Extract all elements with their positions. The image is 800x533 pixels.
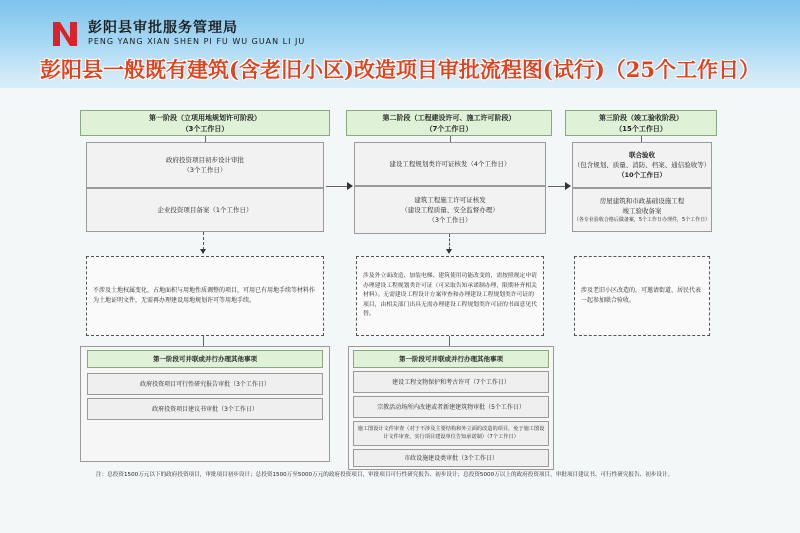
box-text: （各专业验收合格后做备案，5个工作日办理件，5个工作日） <box>573 217 711 223</box>
stage2-header <box>346 110 552 136</box>
box-text: （3个工作日） <box>183 166 227 174</box>
item-text: 宗教活动场所内改建或者新建建筑物审批（5个工作日） <box>377 403 525 411</box>
stage1-header <box>80 110 330 136</box>
parallel2-item <box>353 396 549 418</box>
note-text: 涉及老旧小区改造的，可邀请街道、居民代表一起参加联合验收。 <box>581 287 702 304</box>
box-text: （建设工程质量、安全监督办理） <box>401 206 499 214</box>
item-text: 政府投资项目可行性研究报告审批（3个工作日） <box>140 380 270 388</box>
stage1-days: （3个工作日） <box>181 125 229 133</box>
stage3-box-completion-filing <box>572 188 712 232</box>
parallel2-title: 第一阶段可并联或并行办理其他事项 <box>353 350 549 368</box>
arrow-down-icon <box>200 249 206 254</box>
dashed-connector <box>449 234 450 250</box>
org-name: 彭阳县审批服务管理局 <box>88 20 238 36</box>
arrow-right-icon <box>347 182 353 190</box>
box-text: 建设工程规划类许可证核发（4个工作日） <box>389 160 511 168</box>
item-text: 政府投资项目建议书审批（3个工作日） <box>152 405 258 413</box>
stage3-header <box>565 110 717 136</box>
header <box>0 0 800 90</box>
box-text: 政府投资项目初步设计审批 <box>166 156 244 164</box>
box-text: 企业投资项目备案（1个工作日） <box>157 206 253 214</box>
box-text: 联合验收 <box>629 151 655 159</box>
parallel-panel-2 <box>348 346 554 470</box>
box-text: （3个工作日） <box>428 216 472 224</box>
stage2-note <box>356 256 544 336</box>
parallel1-title: 第一阶段可并联或并行办理其他事项 <box>87 350 323 368</box>
note-text: 涉及外立面改造、加装电梯、建筑使用功能改变的，需按照规定申请办理建设工程规划类许可证（可采取告知承诺制办理，限期补齐相关材料）。无需建设工程设计方案审查和办理建设工程规划类许可证的项目，由相关部门出具无需办理建设工程规划类许可证的书面意见代替。 <box>363 273 537 318</box>
org-logo-icon <box>50 18 80 48</box>
box-text: 竣工验收备案 <box>622 207 662 215</box>
box-text: 房屋建筑和市政基础设施工程 <box>599 197 685 205</box>
stage1-box-preliminary-design <box>86 142 324 188</box>
stage2-box-construction-permit <box>354 186 546 234</box>
connector <box>548 186 566 187</box>
dashed-connector <box>203 232 204 250</box>
footnote: 注：总投资1500万元以下的政府投资项目，审批项目初步设计；总投资1500万至5000万元的政府投资项目，审批项目可行性研究报告、初步设计；总投资5000万以上的政府投资项目，审批项目建议书、可行性研究报告、初步设计。 <box>96 472 674 478</box>
box-text: （10个工作日） <box>617 171 667 179</box>
stage3-note <box>574 256 710 336</box>
page-title: 彭阳县一般既有建筑(含老旧小区)改造项目审批流程图(试行)（25个工作日） <box>40 57 760 82</box>
stage3-days: （15个工作日） <box>615 125 667 133</box>
parallel-panel-1 <box>80 346 330 462</box>
item-text: 市政设施建设类审批（3个工作日） <box>404 454 498 462</box>
stage1-note <box>86 256 324 336</box>
note-text: 不涉及土地权属变化，占地面积与用地性质调整的项目，可用已有用地手续等材料作为土地证明文件，无需再办理建设用地规划许可等用地手续。 <box>93 287 316 304</box>
parallel2-item <box>353 421 549 446</box>
item-text: 施工图设计文件审查（对于不涉及主要结构和外立面的改造的项目，免于施工图设计文件审查，实行项目建设单位告知承诺制）（7个工作日） <box>357 426 545 440</box>
arrow-right-icon <box>565 182 571 190</box>
connector <box>449 336 450 346</box>
connector <box>326 186 348 187</box>
arrow-down-icon <box>446 249 452 254</box>
stage3-title: 第三阶段（竣工验收阶段） <box>599 114 683 122</box>
stage2-title: 第二阶段（工程建设许可、施工许可阶段） <box>382 114 516 122</box>
stage3-box-joint-acceptance <box>572 142 712 188</box>
box-text: 建筑工程施工许可证核发 <box>414 196 486 204</box>
stage1-box-enterprise-filing <box>86 188 324 232</box>
stage2-days: （7个工作日） <box>425 125 473 133</box>
parallel2-item <box>353 371 549 393</box>
item-text: 建设工程文物保护和考古许可（7个工作日） <box>392 378 510 386</box>
stage2-box-planning-permit <box>354 142 546 186</box>
parallel1-item <box>87 398 323 420</box>
box-text: （包含规划、质量、消防、档案、通信验收等） <box>573 161 711 169</box>
parallel2-item <box>353 449 549 467</box>
stage1-title: 第一阶段（立项用地规划许可阶段） <box>149 114 261 122</box>
connector <box>203 336 204 346</box>
parallel1-item <box>87 373 323 395</box>
org-name-en: PENG YANG XIAN SHEN PI FU WU GUAN LI JU <box>88 37 306 46</box>
